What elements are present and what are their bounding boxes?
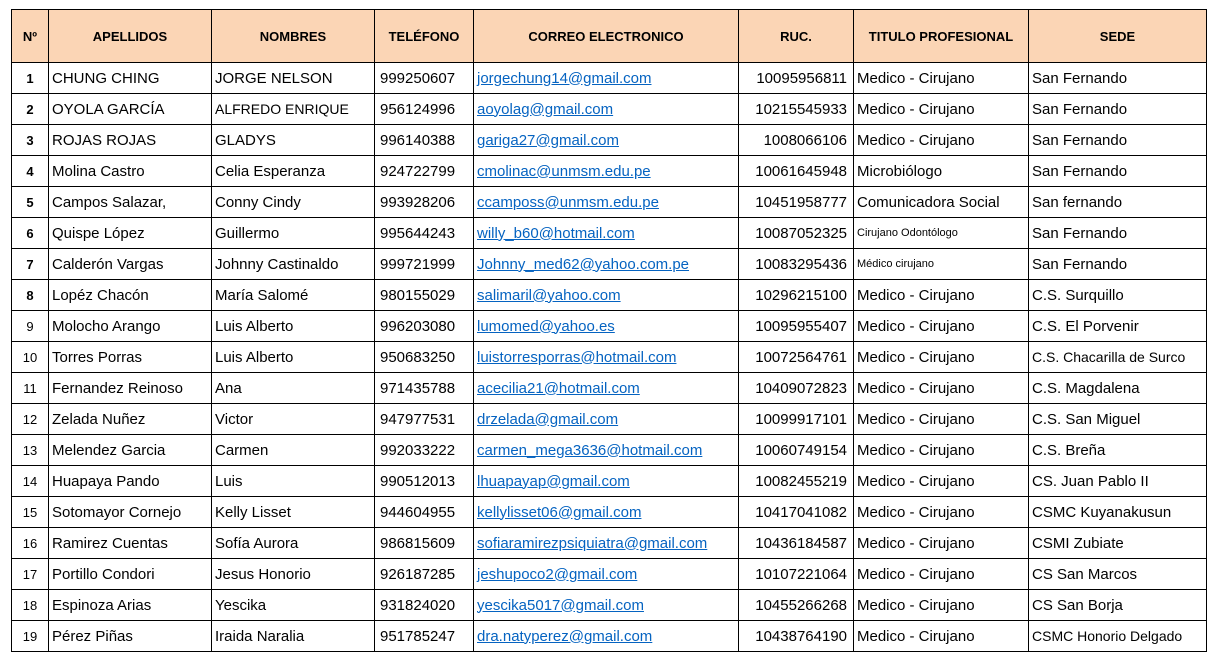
cell-titulo: Medico - Cirujano [854, 311, 1029, 342]
cell-ruc: 10061645948 [739, 156, 854, 187]
cell-sede: CS San Marcos [1029, 559, 1207, 590]
cell-titulo: Medico - Cirujano [854, 466, 1029, 497]
cell-correo [474, 94, 739, 125]
row-number: 12 [12, 404, 49, 435]
cell-apellidos: OYOLA GARCÍA [49, 94, 212, 125]
cell-nombres: Luis Alberto [212, 311, 375, 342]
header-correo: CORREO ELECTRONICO [474, 10, 739, 63]
cell-telefono: 926187285 [375, 559, 474, 590]
cell-titulo: Medico - Cirujano [854, 342, 1029, 373]
cell-apellidos: Calderón Vargas [49, 249, 212, 280]
cell-sede: C.S. El Porvenir [1029, 311, 1207, 342]
cell-titulo: Medico - Cirujano [854, 404, 1029, 435]
row-number: 11 [12, 373, 49, 404]
cell-sede: San Fernando [1029, 94, 1207, 125]
row-number: 18 [12, 590, 49, 621]
table-row [12, 590, 1207, 621]
row-number: 14 [12, 466, 49, 497]
cell-telefono: 993928206 [375, 187, 474, 218]
cell-apellidos: ROJAS ROJAS [49, 125, 212, 156]
cell-apellidos: Lopéz Chacón [49, 280, 212, 311]
table-row [12, 559, 1207, 590]
cell-apellidos: Campos Salazar, [49, 187, 212, 218]
header-nombres: NOMBRES [212, 10, 375, 63]
cell-sede: San Fernando [1029, 218, 1207, 249]
cell-apellidos: CHUNG CHING [49, 63, 212, 94]
header-apellidos: APELLIDOS [49, 10, 212, 63]
cell-sede: C.S. Magdalena [1029, 373, 1207, 404]
cell-nombres: JORGE NELSON [212, 63, 375, 94]
email-link[interactable]: acecilia21@hotmail.com [477, 379, 640, 397]
cell-telefono: 950683250 [375, 342, 474, 373]
email-link[interactable]: salimaril@yahoo.com [477, 286, 621, 304]
email-link[interactable]: willy_b60@hotmail.com [477, 224, 635, 242]
cell-telefono: 995644243 [375, 218, 474, 249]
table-row [12, 404, 1207, 435]
cell-ruc: 10455266268 [739, 590, 854, 621]
table-row [12, 497, 1207, 528]
cell-correo [474, 249, 739, 280]
cell-nombres: Celia Esperanza [212, 156, 375, 187]
cell-apellidos: Huapaya Pando [49, 466, 212, 497]
header-sede: SEDE [1029, 10, 1207, 63]
cell-correo [474, 311, 739, 342]
cell-correo [474, 497, 739, 528]
row-number: 9 [12, 311, 49, 342]
cell-titulo: Comunicadora Social [854, 187, 1029, 218]
cell-apellidos: Sotomayor Cornejo [49, 497, 212, 528]
cell-ruc: 10409072823 [739, 373, 854, 404]
cell-sede: C.S. Breña [1029, 435, 1207, 466]
header-row [12, 10, 1207, 63]
cell-correo [474, 373, 739, 404]
cell-sede: C.S. San Miguel [1029, 404, 1207, 435]
cell-sede: San Fernando [1029, 125, 1207, 156]
cell-nombres: Sofía Aurora [212, 528, 375, 559]
cell-nombres: Iraida Naralia [212, 621, 375, 652]
table-row [12, 466, 1207, 497]
cell-correo [474, 590, 739, 621]
cell-correo [474, 125, 739, 156]
cell-telefono: 996140388 [375, 125, 474, 156]
cell-ruc: 10215545933 [739, 94, 854, 125]
cell-sede: CSMC Honorio Delgado [1029, 621, 1207, 652]
row-number: 17 [12, 559, 49, 590]
cell-apellidos: Molina Castro [49, 156, 212, 187]
email-link[interactable]: aoyolag@gmail.com [477, 100, 614, 118]
cell-titulo: Cirujano Odontólogo [854, 218, 1029, 249]
cell-titulo: Medico - Cirujano [854, 435, 1029, 466]
email-link[interactable]: ccamposs@unmsm.edu.pe [477, 193, 659, 211]
cell-ruc: 10436184587 [739, 528, 854, 559]
row-number: 4 [12, 156, 49, 187]
cell-sede: San Fernando [1029, 156, 1207, 187]
cell-nombres: Ana [212, 373, 375, 404]
cell-telefono: 956124996 [375, 94, 474, 125]
cell-telefono: 944604955 [375, 497, 474, 528]
row-number: 5 [12, 187, 49, 218]
cell-titulo: Medico - Cirujano [854, 373, 1029, 404]
cell-telefono: 931824020 [375, 590, 474, 621]
cell-ruc: 10107221064 [739, 559, 854, 590]
cell-apellidos: Portillo Condori [49, 559, 212, 590]
row-number: 7 [12, 249, 49, 280]
directory-table [11, 9, 1207, 652]
cell-nombres: Carmen [212, 435, 375, 466]
cell-sede: C.S. Chacarilla de Surco [1029, 342, 1207, 373]
cell-ruc: 10095956811 [739, 63, 854, 94]
cell-correo [474, 559, 739, 590]
cell-sede: CSMI Zubiate [1029, 528, 1207, 559]
row-number: 6 [12, 218, 49, 249]
email-link[interactable]: luistorresporras@hotmail.com [477, 348, 677, 366]
cell-correo [474, 218, 739, 249]
cell-nombres: Johnny Castinaldo [212, 249, 375, 280]
cell-correo [474, 342, 739, 373]
table-row [12, 63, 1207, 94]
cell-ruc: 10099917101 [739, 404, 854, 435]
cell-ruc: 10060749154 [739, 435, 854, 466]
cell-nombres: Yescika [212, 590, 375, 621]
cell-telefono: 999721999 [375, 249, 474, 280]
table-row [12, 125, 1207, 156]
cell-correo [474, 466, 739, 497]
header-number: Nº [12, 10, 49, 63]
email-link[interactable]: dra.natyperez@gmail.com [477, 627, 653, 645]
cell-ruc: 10083295436 [739, 249, 854, 280]
cell-titulo: Médico cirujano [854, 249, 1029, 280]
cell-sede: San Fernando [1029, 63, 1207, 94]
cell-sede: CS San Borja [1029, 590, 1207, 621]
cell-nombres: GLADYS [212, 125, 375, 156]
row-number: 15 [12, 497, 49, 528]
cell-apellidos: Molocho Arango [49, 311, 212, 342]
cell-nombres: Kelly Lisset [212, 497, 375, 528]
cell-correo [474, 528, 739, 559]
cell-telefono: 971435788 [375, 373, 474, 404]
cell-nombres: ALFREDO ENRIQUE [212, 94, 375, 125]
cell-nombres: Jesus Honorio [212, 559, 375, 590]
email-link[interactable]: yescika5017@gmail.com [477, 596, 644, 614]
email-link[interactable]: Johnny_med62@yahoo.com.pe [477, 255, 690, 273]
cell-titulo: Medico - Cirujano [854, 63, 1029, 94]
cell-titulo: Microbiólogo [854, 156, 1029, 187]
email-link[interactable]: carmen_mega3636@hotmail.com [477, 441, 703, 459]
cell-ruc: 10082455219 [739, 466, 854, 497]
cell-sede: San Fernando [1029, 249, 1207, 280]
row-number: 2 [12, 94, 49, 125]
cell-nombres: Guillermo [212, 218, 375, 249]
cell-apellidos: Quispe López [49, 218, 212, 249]
row-number: 16 [12, 528, 49, 559]
cell-correo [474, 435, 739, 466]
cell-correo [474, 280, 739, 311]
cell-correo [474, 187, 739, 218]
cell-telefono: 924722799 [375, 156, 474, 187]
table-row [12, 249, 1207, 280]
row-number: 10 [12, 342, 49, 373]
cell-correo [474, 63, 739, 94]
table-row [12, 342, 1207, 373]
cell-ruc: 10095955407 [739, 311, 854, 342]
table-row [12, 373, 1207, 404]
cell-telefono: 951785247 [375, 621, 474, 652]
cell-titulo: Medico - Cirujano [854, 559, 1029, 590]
table-row [12, 156, 1207, 187]
cell-apellidos: Fernandez Reinoso [49, 373, 212, 404]
table-row [12, 528, 1207, 559]
cell-telefono: 990512013 [375, 466, 474, 497]
cell-correo [474, 621, 739, 652]
email-link[interactable]: lhuapayap@gmail.com [477, 472, 630, 490]
cell-apellidos: Melendez Garcia [49, 435, 212, 466]
cell-ruc: 10087052325 [739, 218, 854, 249]
table-row [12, 94, 1207, 125]
table-row [12, 621, 1207, 652]
cell-apellidos: Zelada Nuñez [49, 404, 212, 435]
cell-titulo: Medico - Cirujano [854, 280, 1029, 311]
email-link[interactable]: kellylisset06@gmail.com [477, 503, 642, 521]
row-number: 8 [12, 280, 49, 311]
table-row [12, 435, 1207, 466]
email-link[interactable]: jorgechung14@gmail.com [477, 69, 652, 87]
cell-apellidos: Ramirez Cuentas [49, 528, 212, 559]
cell-titulo: Medico - Cirujano [854, 94, 1029, 125]
cell-telefono: 996203080 [375, 311, 474, 342]
cell-nombres: María Salomé [212, 280, 375, 311]
cell-ruc: 10438764190 [739, 621, 854, 652]
cell-ruc: 10072564761 [739, 342, 854, 373]
cell-ruc: 1008066106 [739, 125, 854, 156]
email-link[interactable]: jeshupoco2@gmail.com [477, 565, 638, 583]
cell-nombres: Luis Alberto [212, 342, 375, 373]
row-number: 3 [12, 125, 49, 156]
cell-titulo: Medico - Cirujano [854, 497, 1029, 528]
table-row [12, 311, 1207, 342]
cell-nombres: Luis [212, 466, 375, 497]
email-link[interactable]: sofiaramirezpsiquiatra@gmail.com [477, 534, 708, 552]
cell-apellidos: Pérez Piñas [49, 621, 212, 652]
email-link[interactable]: gariga27@gmail.com [477, 131, 619, 149]
cell-sede: CS. Juan Pablo II [1029, 466, 1207, 497]
cell-titulo: Medico - Cirujano [854, 590, 1029, 621]
table-row [12, 187, 1207, 218]
table-row [12, 280, 1207, 311]
cell-telefono: 999250607 [375, 63, 474, 94]
email-link[interactable]: drzelada@gmail.com [477, 410, 619, 428]
cell-nombres: Victor [212, 404, 375, 435]
header-ruc: RUC. [739, 10, 854, 63]
cell-sede: San fernando [1029, 187, 1207, 218]
cell-apellidos: Torres Porras [49, 342, 212, 373]
cell-ruc: 10296215100 [739, 280, 854, 311]
cell-telefono: 947977531 [375, 404, 474, 435]
row-number: 1 [12, 63, 49, 94]
cell-sede: C.S. Surquillo [1029, 280, 1207, 311]
cell-ruc: 10417041082 [739, 497, 854, 528]
cell-correo [474, 404, 739, 435]
email-link[interactable]: cmolinac@unmsm.edu.pe [477, 162, 651, 180]
cell-titulo: Medico - Cirujano [854, 621, 1029, 652]
row-number: 13 [12, 435, 49, 466]
cell-telefono: 986815609 [375, 528, 474, 559]
cell-correo [474, 156, 739, 187]
email-link[interactable]: lumomed@yahoo.es [477, 317, 615, 335]
cell-telefono: 980155029 [375, 280, 474, 311]
cell-apellidos: Espinoza Arias [49, 590, 212, 621]
cell-telefono: 992033222 [375, 435, 474, 466]
cell-sede: CSMC Kuyanakusun [1029, 497, 1207, 528]
cell-ruc: 10451958777 [739, 187, 854, 218]
header-titulo: TITULO PROFESIONAL [854, 10, 1029, 63]
header-telefono: TELÉFONO [375, 10, 474, 63]
cell-titulo: Medico - Cirujano [854, 125, 1029, 156]
row-number: 19 [12, 621, 49, 652]
cell-titulo: Medico - Cirujano [854, 528, 1029, 559]
cell-nombres: Conny Cindy [212, 187, 375, 218]
table-row [12, 218, 1207, 249]
